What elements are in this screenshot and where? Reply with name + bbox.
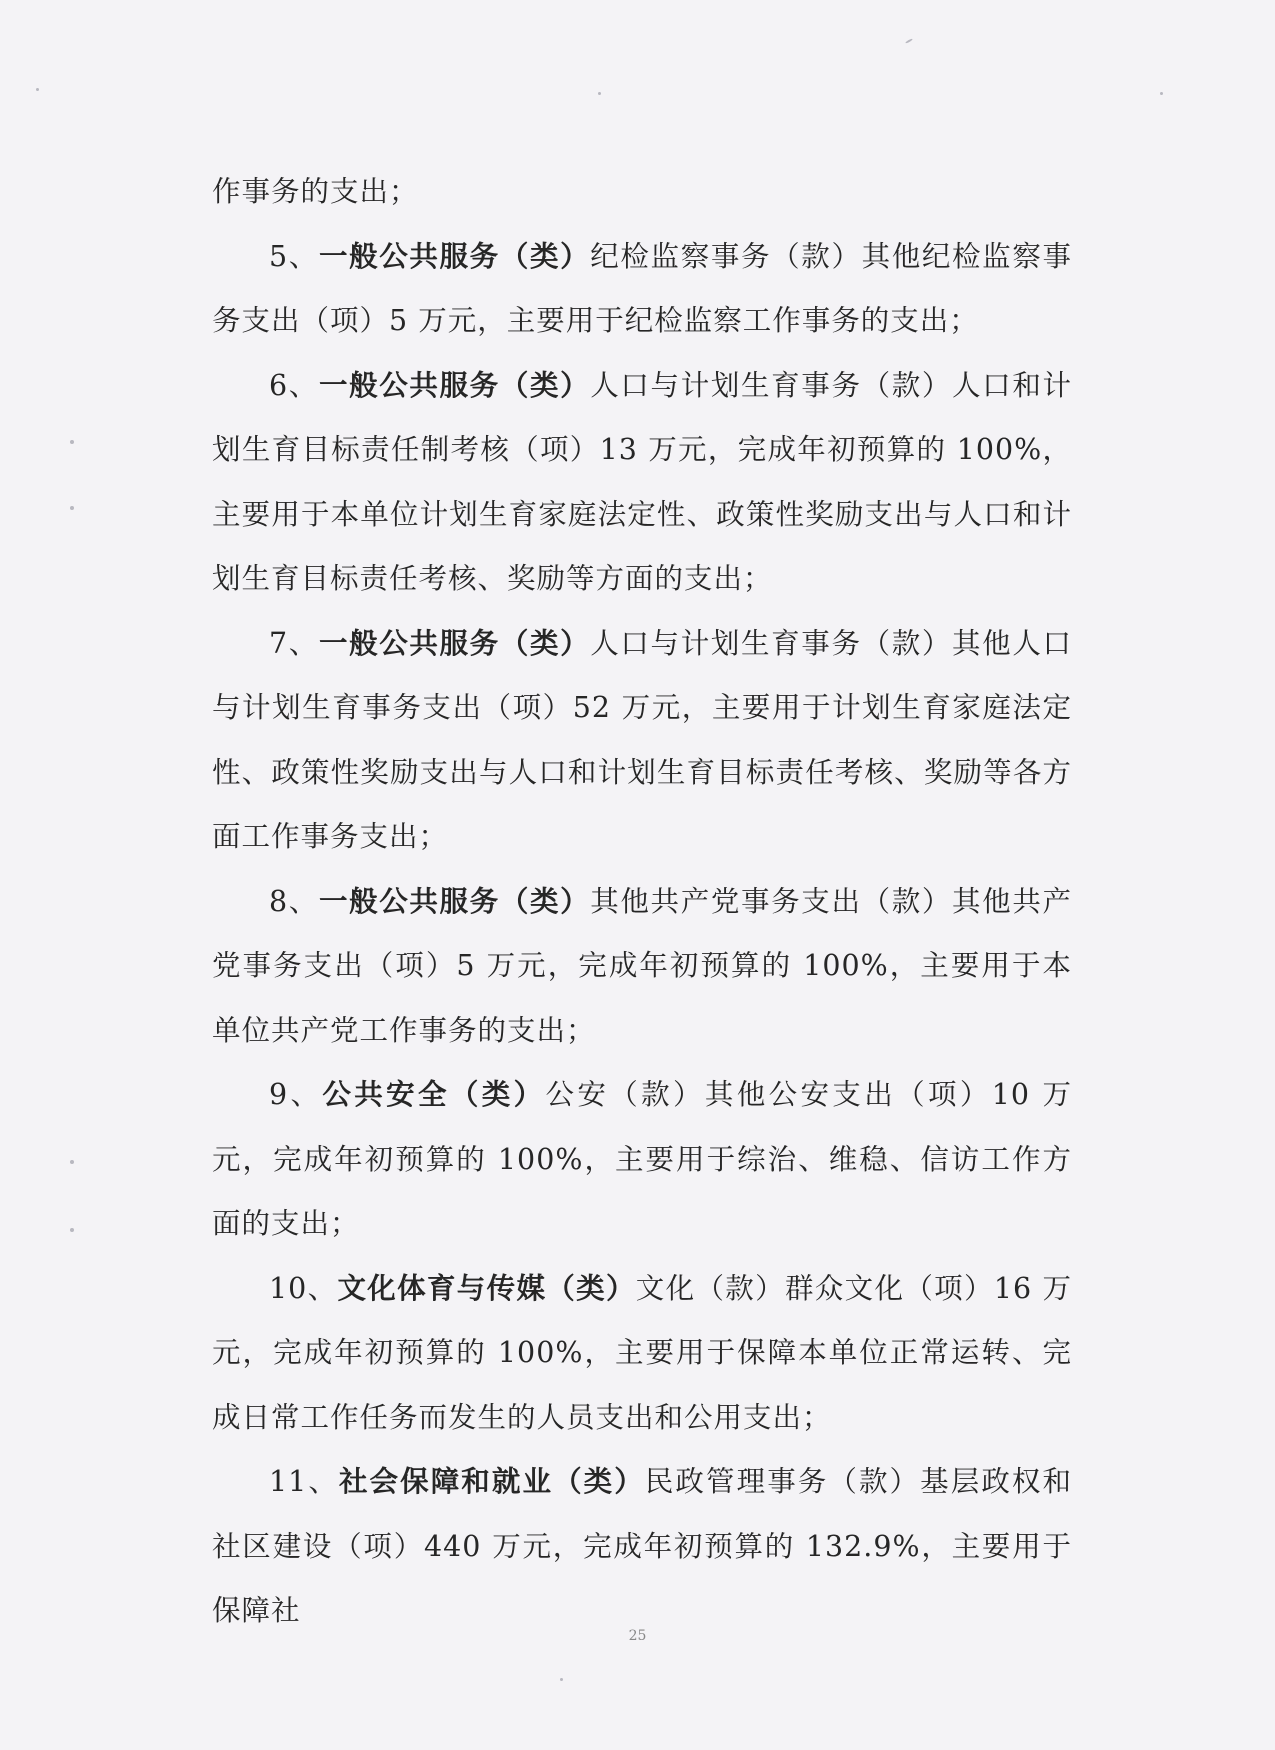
paragraph-item-11 [212,1450,1072,1644]
page-number: 25 [628,1628,647,1644]
scan-speck [1160,92,1163,95]
scan-speck [905,38,913,44]
scan-speck [598,92,601,95]
scan-speck [70,1160,74,1164]
paragraph-text: 人口与计划生育事务（款）其他人口与计划生育事务支出（项）52 万元，主要用于计划生育家庭法定性、政策性奖励支出与人口和计划生育目标责任考核、奖励等各方面工作事务支出； [212,626,1072,853]
paragraph-text: 文化（款）群众文化（项）16 万元，完成年初预算的 100%，主要用于保障本单位正常运转、完成日常工作任务而发生的人员支出和公用支出； [212,1271,1072,1434]
scan-speck [70,440,74,444]
paragraph-continued [212,160,1072,225]
item-number: 11、 [269,1465,339,1498]
paragraph-item-9 [212,1063,1072,1257]
item-number: 8、 [269,884,319,918]
paragraph-text: 民政管理事务（款）基层政权和社区建设（项）440 万元，完成年初预算的 132.9%，主要用于保障社 [212,1465,1072,1627]
item-number: 5、 [269,239,319,273]
scan-speck [70,506,74,510]
paragraph-item-5 [212,225,1072,354]
category-label: 一般公共服务（类） [318,626,591,660]
item-number: 10、 [269,1271,338,1305]
item-number: 7、 [269,626,319,660]
category-label: 一般公共服务（类） [318,239,591,273]
paragraph-text: 作事务的支出； [212,175,419,208]
paragraph-text: 纪检监察事务（款）其他纪检监察事务支出（项）5 万元，主要用于纪检监察工作事务的支出； [212,239,1072,337]
category-label: 文化体育与传媒（类） [337,1271,636,1305]
scan-speck [560,1678,563,1681]
paragraph-text: 人口与计划生育事务（款）人口和计划生育目标责任制考核（项）13 万元，完成年初预算的 100%，主要用于本单位计划生育家庭法定性、政策性奖励支出与人口和计划生育目标责任考核、奖励等方面的支出； [212,368,1072,595]
item-number: 6、 [269,368,319,402]
paragraph-item-6 [212,354,1072,612]
category-label: 一般公共服务（类） [318,368,591,402]
category-label: 公共安全（类） [322,1078,546,1111]
scan-speck [70,1228,74,1232]
scan-speck [36,88,39,91]
category-label: 社会保障和就业（类） [338,1465,645,1498]
paragraph-item-7 [212,612,1072,870]
paragraph-text: 其他共产党事务支出（款）其他共产党事务支出（项）5 万元，完成年初预算的 100%，主要用于本单位共产党工作事务的支出； [212,884,1072,1047]
item-number: 9、 [269,1078,323,1111]
paragraph-item-10 [212,1257,1072,1451]
body-text [212,160,1072,1644]
category-label: 一般公共服务（类） [318,884,591,918]
paragraph-item-8 [212,870,1072,1064]
paragraph-text: 公安（款）其他公安支出（项）10 万元，完成年初预算的 100%，主要用于综治、维稳、信访工作方面的支出； [212,1078,1072,1240]
